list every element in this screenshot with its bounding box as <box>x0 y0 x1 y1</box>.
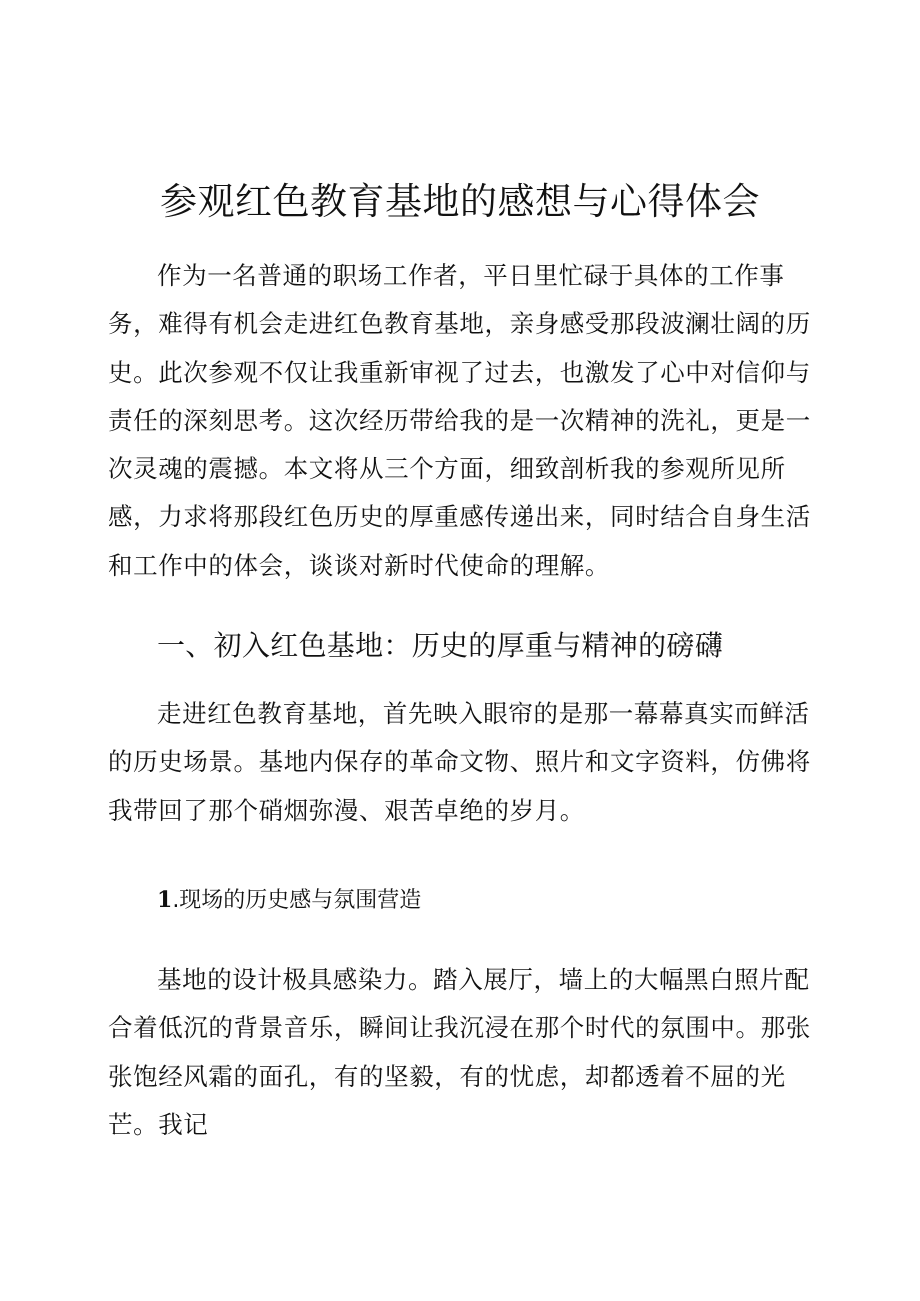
subsection-heading-text: .现场的历史感与氛围营造 <box>172 888 422 913</box>
subsection-number: 1 <box>157 887 173 913</box>
intro-paragraph: 作为一名普通的职场工作者，平日里忙碌于具体的工作事务，难得有机会走进红色教育基地，亲身感受那段波澜壮阔的历史。此次参观不仅让我重新审视了过去，也激发了心中对信仰与责任的深刻思考。这次经历带给我的是一次精神的洗礼，更是一次灵魂的震撼。本文将从三个方面，细致剖析我的参观所见所感，力求将那段红色历史的厚重感传递出来，同时结合自身生活和工作中的体会，谈谈对新时代使命的理解。 <box>108 261 811 580</box>
section-paragraph: 走进红色教育基地，首先映入眼帘的是那一幕幕真实而鲜活的历史场景。基地内保存的革命文物、照片和文字资料，仿佛将我带回了那个硝烟弥漫、艰苦卓绝的岁月。 <box>108 699 811 825</box>
subsection-heading <box>157 880 421 921</box>
subsection-paragraph: 基地的设计极具感染力。踏入展厅，墙上的大幅黑白照片配合着低沉的背景音乐，瞬间让我沉浸在那个时代的氛围中。那张张饱经风霜的面孔，有的坚毅，有的忧虑，却都透着不屈的光芒。我记 <box>108 965 811 1139</box>
section-heading: 一、初入红色基地：历史的厚重与精神的磅礴 <box>157 629 724 662</box>
document-title: 参观红色教育基地的感想与心得体会 <box>160 180 760 223</box>
